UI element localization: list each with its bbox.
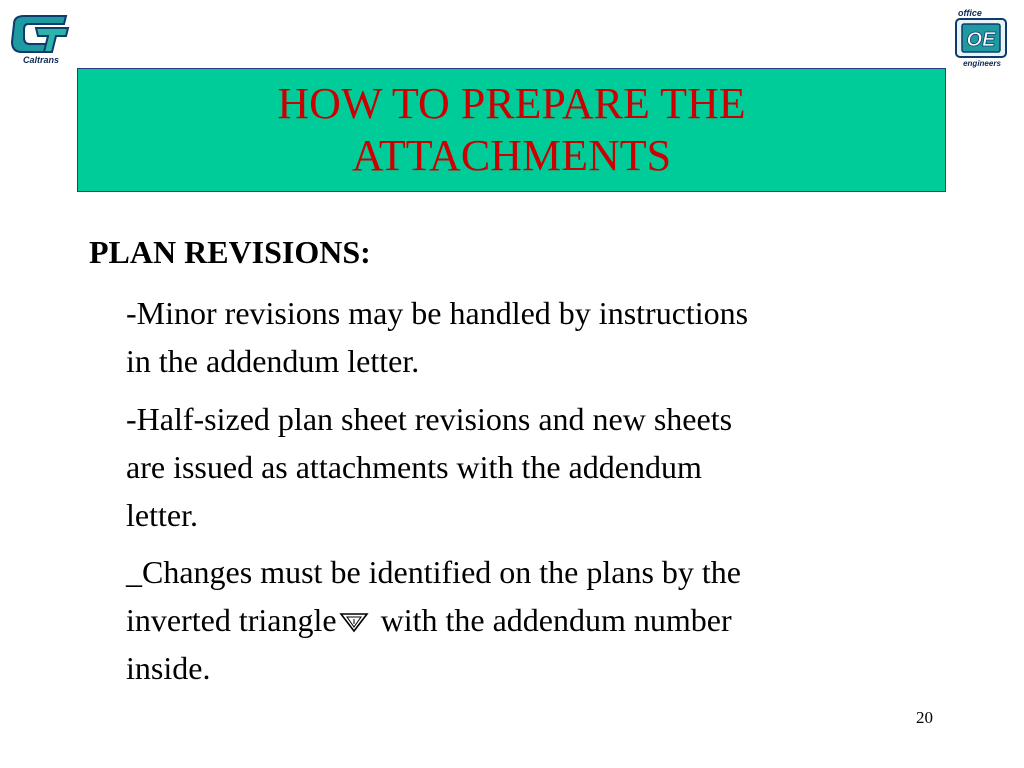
title-banner [77, 68, 946, 192]
caltrans-logo-text: Caltrans [22, 55, 60, 65]
slide-title-line-1: HOW TO PREPARE THE [277, 79, 746, 128]
caltrans-logo [8, 10, 74, 66]
bullet-text-line: letter. [126, 497, 198, 533]
office-engineers-logo-top-text: office [958, 8, 982, 18]
office-engineers-logo-mid-text: OE [966, 29, 996, 51]
bullet-text-line: -Minor revisions may be handled by instructions [126, 295, 749, 331]
bullet-text-line: _Changes must be identified on the plans by the [126, 554, 741, 590]
bullet-text-line-with-icon [126, 596, 926, 644]
page-number: 20 [916, 708, 933, 727]
bullet-text-line: inside. [126, 650, 211, 686]
bullet-text-line: -Half-sized plan sheet revisions and new sheets [126, 401, 733, 437]
section-heading: PLAN REVISIONS: [89, 234, 371, 270]
office-engineers-logo [948, 6, 1016, 68]
bullet-text-line: are issued as attachments with the addendum [126, 449, 702, 485]
bullet-text-segment: inverted triangle [126, 602, 337, 638]
inverted-triangle-icon [339, 598, 369, 620]
bullet-half-sized-sheets [126, 395, 926, 539]
bullet-changes-identified [126, 548, 926, 692]
office-engineers-logo-bottom-text: engineers [963, 59, 1001, 68]
office-engineers-logo-graphic [948, 6, 1016, 68]
bullet-text-segment: with the addendum number [380, 602, 732, 638]
bullet-minor-revisions [126, 289, 926, 385]
caltrans-logo-graphic [8, 10, 74, 66]
bullet-text-line: in the addendum letter. [126, 343, 420, 379]
slide-title-line-2: ATTACHMENTS [351, 131, 672, 180]
